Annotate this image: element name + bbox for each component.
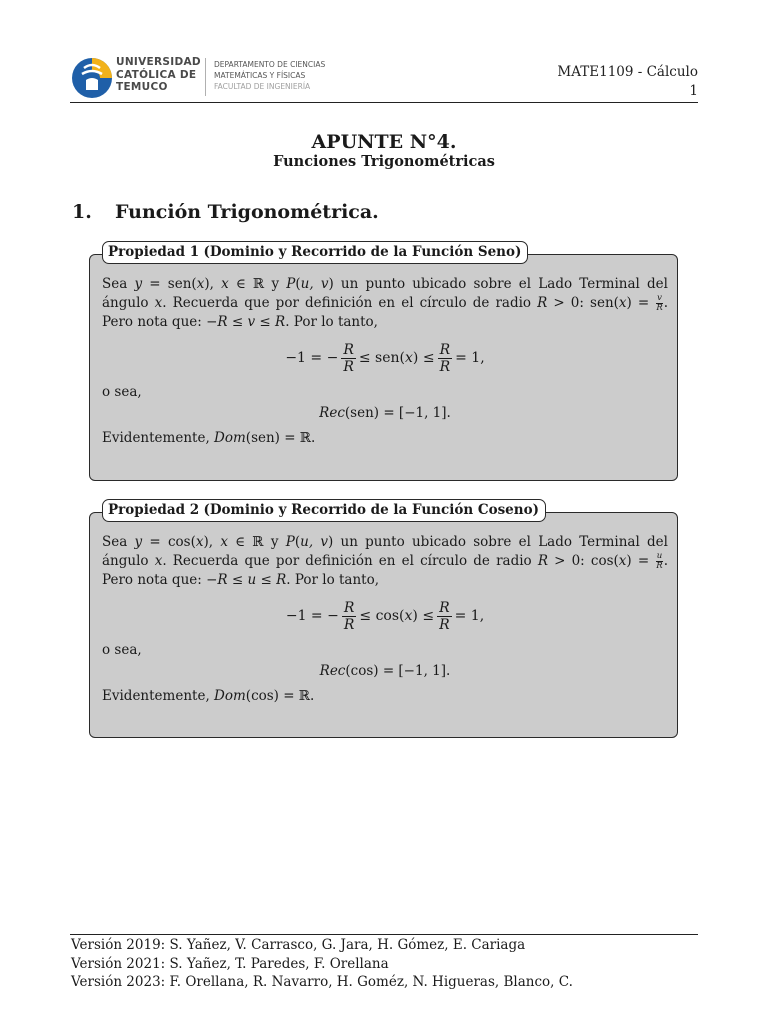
property-body: Sea y = sen(x), x ∈ ℝ y P(u, v) un punto ubicado sobre el Lado Terminal del ángulo x. Recuerda que por definición en el círculo de radio R > 0: sen(x) = $\frac{v}{R}$ . Pero nota que: −R ≤ v ≤ R. Por lo tanto, −1 = − $\frac{R}{R}$ ≤ sen( x ) ≤ $\frac{R}{R}$ = 1, o sea, Rec(sen) = [−1, 1]. Evidentemente, Dom(sen) = ℝ. bbox=[102, 276, 669, 446]
section-number: 1. bbox=[72, 201, 92, 223]
header-divider bbox=[205, 58, 206, 96]
section-heading bbox=[72, 201, 379, 223]
property-box-2 bbox=[89, 502, 678, 738]
property-text: Sea y = sen(x), x ∈ ℝ y P(u, v) un punto ubicado sobre el Lado Terminal del ángulo x. Recuerda que por definición en el círculo de radio R > 0: sen(x) = $\frac{v}{R}$ . Pero nota que: −R ≤ v ≤ R. Por lo tanto, bbox=[102, 276, 669, 330]
version-footer bbox=[71, 936, 573, 992]
document-subtitle: Funciones Trigonométricas bbox=[273, 153, 495, 170]
header-rule bbox=[70, 102, 698, 103]
faculty-name: FACULTAD DE INGENIERÍA bbox=[214, 82, 311, 91]
property-box-1 bbox=[89, 244, 678, 481]
inequality-formula: −1 = − $\frac{R}{R}$ ≤ sen( x ) ≤ $\frac{R}{R}$ = 1, bbox=[285, 342, 485, 375]
property-title: Propiedad 2 (Dominio y Recorrido de la Función Coseno) bbox=[102, 499, 546, 522]
version-line: Versión 2021: S. Yañez, T. Paredes, F. Orellana bbox=[71, 955, 389, 972]
version-line: Versión 2019: S. Yañez, V. Carrasco, G. Jara, H. Gómez, E. Cariaga bbox=[71, 937, 526, 953]
department-name: DEPARTAMENTO DE CIENCIAS MATEMÁTICAS Y FÍSICAS FACULTAD DE INGENIERÍA bbox=[214, 60, 326, 91]
property-title: Propiedad 1 (Dominio y Recorrido de la Función Seno) bbox=[102, 241, 528, 264]
course-info bbox=[557, 63, 698, 101]
range-formula: Rec(cos) = [−1, 1]. bbox=[319, 663, 451, 679]
document-title: APUNTE N°4. bbox=[311, 131, 457, 153]
university-logo bbox=[70, 54, 118, 102]
range-formula: Rec(sen) = [−1, 1]. bbox=[319, 405, 451, 421]
page-number: 1 bbox=[689, 83, 698, 99]
footer-rule bbox=[70, 934, 698, 935]
inequality-formula: −1 = − $\frac{R}{R}$ ≤ cos( x ) ≤ $\frac{R}{R}$ = 1, bbox=[285, 600, 485, 633]
university-name: UNIVERSIDAD CATÓLICA DE TEMUCO bbox=[116, 56, 201, 93]
page-header bbox=[70, 52, 698, 104]
property-body: Sea y = cos(x), x ∈ ℝ y P(u, v) un punto ubicado sobre el Lado Terminal del ángulo x. Recuerda que por definición en el círculo de radio R > 0: cos(x) = $\frac{u}{R}$ . Pero nota que: −R ≤ u ≤ R. Por lo tanto, −1 = − $\frac{R}{R}$ ≤ cos( x ) ≤ $\frac{R}{R}$ = 1, o sea, Rec(cos) = [−1, 1]. Evidentemente, Dom(cos) = ℝ. bbox=[102, 534, 668, 704]
section-title: Función Trigonométrica. bbox=[115, 201, 379, 223]
course-code: MATE1109 - Cálculo bbox=[557, 64, 698, 80]
version-line: Versión 2023: F. Orellana, R. Navarro, H. Goméz, N. Higueras, Blanco, C. bbox=[71, 974, 573, 990]
property-text: Sea y = cos(x), x ∈ ℝ y P(u, v) un punto ubicado sobre el Lado Terminal del ángulo x. Recuerda que por definición en el círculo de radio R > 0: cos(x) = $\frac{u}{R}$ . Pero nota que: −R ≤ u ≤ R. Por lo tanto, bbox=[102, 534, 668, 588]
